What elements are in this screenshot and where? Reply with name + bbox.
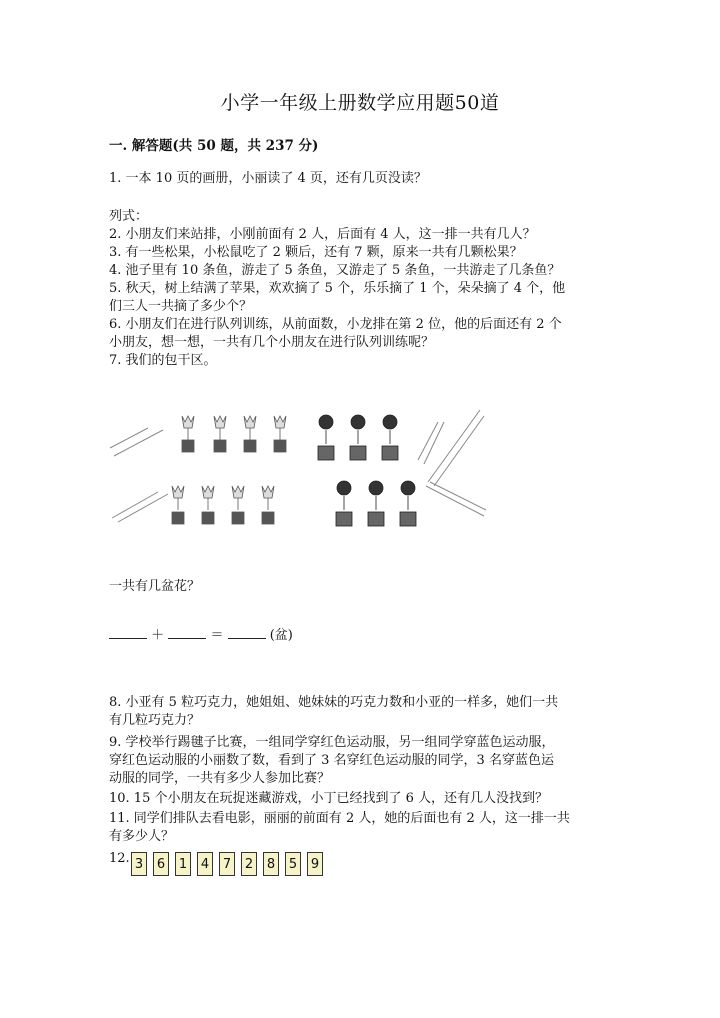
answer-blank[interactable] <box>168 626 206 639</box>
question-line: 7. 我们的包干区。 <box>109 353 217 368</box>
unit-label: (盆) <box>269 628 293 643</box>
number-card: 5 <box>285 852 301 876</box>
question-line: 6. 小朋友们在进行队列训练，从前面数，小龙排在第 2 位，他的后面还有 2 个 <box>109 317 562 332</box>
number-cards <box>131 852 329 876</box>
question-line: 11. 同学们排队去看电影，丽丽的前面有 2 人，她的后面也有 2 人，这一排一共 <box>109 811 570 826</box>
answer-blank[interactable] <box>228 626 266 639</box>
question-line: 小朋友，想一想，一共有几个小朋友在进行队列训练呢？ <box>109 335 435 350</box>
question-line: 8. 小亚有 5 粒巧克力，她姐姐、她妹妹的巧克力数和小亚的一样多，她们一共 <box>109 695 559 710</box>
number-card: 9 <box>307 852 323 876</box>
question-line: 2. 小朋友们来站排，小刚前面有 2 人，后面有 4 人，这一排一共有几人？ <box>109 227 536 242</box>
number-card: 6 <box>153 852 169 876</box>
question-line: 5. 秋天，树上结满了苹果，欢欢摘了 5 个，乐乐摘了 1 个，朵朵摘了 4 个，他 <box>109 281 566 296</box>
number-card: 8 <box>263 852 279 876</box>
question-line: 4. 池子里有 10 条鱼，游走了 5 条鱼，又游走了 5 条鱼，一共游走了几条鱼？ <box>109 263 561 278</box>
question-line: 9. 学校举行踢毽子比赛，一组同学穿红色运动服，另一组同学穿蓝色运动服， <box>109 735 555 750</box>
equals-sign: ＝ <box>210 628 224 643</box>
number-card: 3 <box>131 852 147 876</box>
question-line: 穿红色运动服的小丽数了数，看到了 3 名穿红色运动服的同学，3 名穿蓝色运 <box>109 753 554 768</box>
dark-flower-pot <box>318 415 398 460</box>
question-line: 们三人一共摘了多少个？ <box>109 299 253 314</box>
number-card: 7 <box>219 852 235 876</box>
dark-flower-pot <box>336 481 416 526</box>
number-card: 4 <box>197 852 213 876</box>
question-12-label: 12. <box>109 851 130 866</box>
question-line: 动服的同学，一共有多少人参加比赛？ <box>109 771 331 786</box>
number-card: 1 <box>175 852 191 876</box>
light-flower-pot <box>182 416 286 452</box>
question-line: 10. 15 个小朋友在玩捉迷藏游戏，小丁已经找到了 6 人，还有几人没找到？ <box>109 791 549 806</box>
light-flower-pot <box>172 486 274 524</box>
fill-in-equation <box>109 624 293 643</box>
question-line: 有多少人？ <box>109 829 175 844</box>
question-7-ask: 一共有几盆花？ <box>109 579 201 594</box>
page-title: 小学一年级上册数学应用题50道 <box>220 92 500 114</box>
answer-blank[interactable] <box>109 626 147 639</box>
plus-sign: ＋ <box>151 628 165 643</box>
question-1: 1. 一本 10 页的画册，小丽读了 4 页，还有几页没读？ <box>109 171 427 186</box>
number-card: 2 <box>241 852 257 876</box>
question-line: 3. 有一些松果，小松鼠吃了 2 颗后，还有 7 颗，原来一共有几颗松果？ <box>109 245 523 260</box>
section-heading: 一. 解答题(共 50 题，共 237 分) <box>109 138 319 154</box>
question-line: 有几粒巧克力？ <box>109 713 201 728</box>
answer-label: 列式： <box>109 209 149 224</box>
flower-pots-illustration <box>108 400 488 530</box>
